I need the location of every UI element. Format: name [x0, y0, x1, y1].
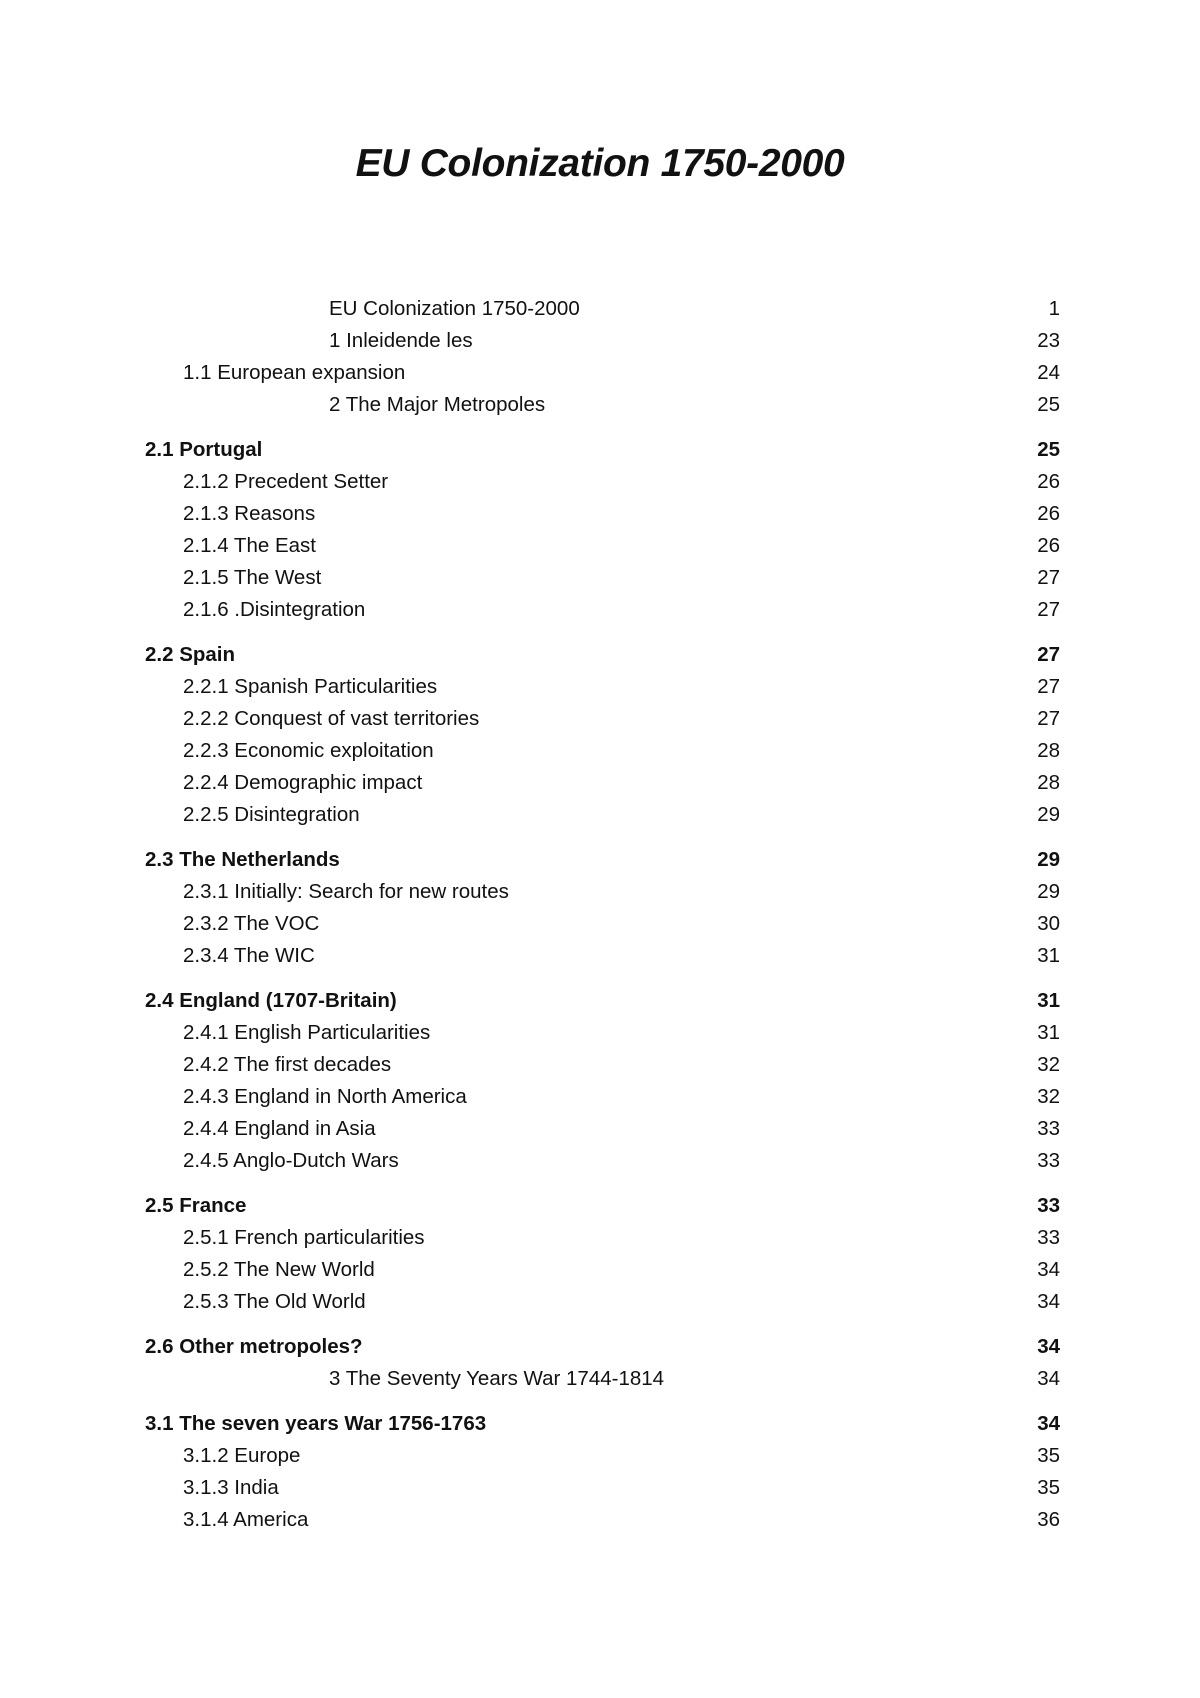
toc-entry-page-number: 34: [1037, 1412, 1060, 1435]
toc-entry[interactable]: [0, 909, 1200, 939]
toc-entry-page-number: 25: [1037, 393, 1060, 416]
toc-entry[interactable]: [0, 499, 1200, 529]
toc-entry-page-number: 34: [1037, 1335, 1060, 1358]
toc-entry-page-number: 27: [1037, 675, 1060, 698]
toc-entry-page-number: 29: [1037, 848, 1060, 871]
toc-entry-page-number: 23: [1037, 329, 1060, 352]
toc-entry-label: 2.1.5 The West: [183, 566, 322, 589]
toc-entry-page-number: 26: [1037, 502, 1060, 525]
toc-entry-label: 2.3.2 The VOC: [183, 912, 320, 935]
toc-entry-page-number: 32: [1037, 1053, 1060, 1076]
toc-entry-page-number: 26: [1037, 534, 1060, 557]
toc-entry[interactable]: [0, 1146, 1200, 1176]
toc-entry-page-number: 32: [1037, 1085, 1060, 1108]
toc-entry-label: 2.5.2 The New World: [183, 1258, 375, 1281]
toc-entry[interactable]: [0, 294, 1200, 324]
toc-entry[interactable]: [0, 1409, 1200, 1439]
toc-entry-page-number: 33: [1037, 1149, 1060, 1172]
toc-entry-page-number: 33: [1037, 1117, 1060, 1140]
toc-entry-label: 2.5.3 The Old World: [183, 1290, 366, 1313]
toc-entry-page-number: 35: [1037, 1444, 1060, 1467]
toc-entry-label: 3 The Seventy Years War 1744-1814: [329, 1367, 665, 1390]
toc-entry-label: 2.6 Other metropoles?: [145, 1335, 363, 1358]
toc-entry-page-number: 30: [1037, 912, 1060, 935]
toc-entry[interactable]: [0, 800, 1200, 830]
toc-entry-label: 2.3 The Netherlands: [145, 848, 340, 871]
toc-entry[interactable]: [0, 390, 1200, 420]
toc-entry-label: 2.1 Portugal: [145, 438, 263, 461]
toc-entry-page-number: 34: [1037, 1290, 1060, 1313]
toc-entry[interactable]: [0, 1114, 1200, 1144]
toc-entry[interactable]: [0, 1505, 1200, 1535]
toc-entry-page-number: 36: [1037, 1508, 1060, 1531]
toc-entry[interactable]: [0, 1332, 1200, 1362]
toc-entry[interactable]: [0, 1364, 1200, 1394]
toc-entry-label: 2.1.6 .Disintegration: [183, 598, 366, 621]
toc-entry[interactable]: [0, 435, 1200, 465]
toc-entry-page-number: 28: [1037, 739, 1060, 762]
toc-entry-label: 3.1 The seven years War 1756-1763: [145, 1412, 487, 1435]
toc-entry[interactable]: [0, 1473, 1200, 1503]
toc-entry-label: 2.4.1 English Particularities: [183, 1021, 431, 1044]
toc-entry-label: 2.2.1 Spanish Particularities: [183, 675, 438, 698]
toc-entry[interactable]: [0, 1287, 1200, 1317]
toc-entry-page-number: 35: [1037, 1476, 1060, 1499]
toc-entry-label: 2.1.2 Precedent Setter: [183, 470, 389, 493]
toc-entry-page-number: 25: [1037, 438, 1060, 461]
toc-entry-label: 2.4.5 Anglo-Dutch Wars: [183, 1149, 399, 1172]
toc-entry[interactable]: [0, 531, 1200, 561]
toc-entry-page-number: 28: [1037, 771, 1060, 794]
toc-entry-label: 2.2.5 Disintegration: [183, 803, 360, 826]
toc-entry[interactable]: [0, 941, 1200, 971]
toc-entry[interactable]: [0, 672, 1200, 702]
toc-entry-page-number: 33: [1037, 1226, 1060, 1249]
toc-entry-label: 2.2.3 Economic exploitation: [183, 739, 434, 762]
toc-entry-page-number: 27: [1037, 643, 1060, 666]
toc-entry-label: 2.4 England (1707-Britain): [145, 989, 397, 1012]
toc-entry-page-number: 33: [1037, 1194, 1060, 1217]
toc-entry[interactable]: [0, 1082, 1200, 1112]
toc-entry[interactable]: [0, 1223, 1200, 1253]
toc-entry-label: 2.2 Spain: [145, 643, 236, 666]
toc-entry-label: 2.4.2 The first decades: [183, 1053, 392, 1076]
toc-entry-page-number: 31: [1037, 989, 1060, 1012]
toc-entry[interactable]: [0, 1050, 1200, 1080]
toc-entry-label: 2.3.1 Initially: Search for new routes: [183, 880, 509, 903]
toc-entry-label: 1 Inleidende les: [329, 329, 473, 352]
toc-entry-label: 2.5.1 French particularities: [183, 1226, 425, 1249]
toc-entry[interactable]: [0, 640, 1200, 670]
toc-entry[interactable]: [0, 326, 1200, 356]
toc-entry-page-number: 1: [1048, 297, 1060, 320]
toc-entry[interactable]: [0, 877, 1200, 907]
document-title: EU Colonization 1750-2000: [355, 142, 845, 185]
toc-entry[interactable]: [0, 736, 1200, 766]
toc-entry[interactable]: [0, 704, 1200, 734]
toc-entry-label: 2.1.4 The East: [183, 534, 316, 557]
toc-entry[interactable]: [0, 1191, 1200, 1221]
toc-entry-label: 2.2.2 Conquest of vast territories: [183, 707, 480, 730]
toc-entry[interactable]: [0, 358, 1200, 388]
toc-entry-page-number: 29: [1037, 803, 1060, 826]
toc-entry-label: 2.2.4 Demographic impact: [183, 771, 423, 794]
toc-entry-label: 3.1.4 America: [183, 1508, 309, 1531]
toc-entry[interactable]: [0, 1018, 1200, 1048]
toc-entry-label: 2.4.3 England in North America: [183, 1085, 467, 1108]
toc-entry[interactable]: [0, 845, 1200, 875]
toc-entry[interactable]: [0, 1255, 1200, 1285]
toc-entry-label: 2 The Major Metropoles: [329, 393, 546, 416]
toc-entry[interactable]: [0, 1441, 1200, 1471]
toc-entry[interactable]: [0, 467, 1200, 497]
toc-entry[interactable]: [0, 563, 1200, 593]
toc-entry-label: 2.3.4 The WIC: [183, 944, 315, 967]
toc-entry-page-number: 26: [1037, 470, 1060, 493]
toc-entry-page-number: 34: [1037, 1258, 1060, 1281]
toc-entry[interactable]: [0, 768, 1200, 798]
toc-entry-label: 2.1.3 Reasons: [183, 502, 316, 525]
toc-entry-label: 2.4.4 England in Asia: [183, 1117, 376, 1140]
toc-entry-page-number: 31: [1037, 944, 1060, 967]
toc-entry-label: 1.1 European expansion: [183, 361, 406, 384]
toc-entry-label: EU Colonization 1750-2000: [329, 297, 580, 320]
toc-entry[interactable]: [0, 986, 1200, 1016]
toc-entry-label: 3.1.3 India: [183, 1476, 279, 1499]
toc-entry-page-number: 31: [1037, 1021, 1060, 1044]
toc-entry-label: 3.1.2 Europe: [183, 1444, 301, 1467]
toc-entry-page-number: 27: [1037, 598, 1060, 621]
toc-entry-page-number: 29: [1037, 880, 1060, 903]
toc-entry-label: 2.5 France: [145, 1194, 247, 1217]
toc-entry-page-number: 27: [1037, 707, 1060, 730]
toc-entry-page-number: 27: [1037, 566, 1060, 589]
toc-entry[interactable]: [0, 595, 1200, 625]
toc-entry-page-number: 24: [1037, 361, 1060, 384]
toc-entry-page-number: 34: [1037, 1367, 1060, 1390]
